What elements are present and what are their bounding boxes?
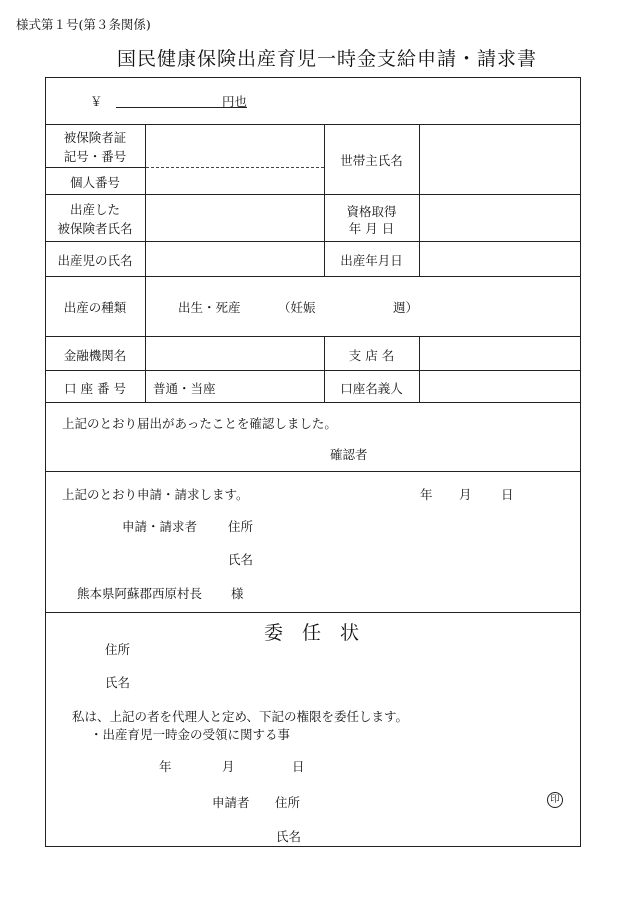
label-baby-name: 出産児の氏名 [57,253,133,268]
householder-name-field[interactable] [420,125,578,193]
label-birth-insured-1: 出産した [69,202,120,217]
label-householder-name: 世帯主氏名 [340,153,403,168]
row-divider [45,370,580,371]
branch-name-field[interactable] [420,337,578,369]
insured-card-field[interactable] [146,125,323,166]
proxy-day: 日 [292,759,305,774]
form-title: 国民健康保険出産育児一時金支給申請・請求書 [117,48,538,70]
proxy-title: 委 任 状 [264,622,360,644]
label-qualification-2: 年 月 日 [348,221,395,236]
amount-unit: 円也 [222,94,248,109]
addressee-sama: 様 [231,586,244,601]
form-number: 様式第１号(第３条関係) [16,17,151,32]
proxy-item: ・出産育児一時金の受領に関する事 [90,727,291,742]
row-divider [45,167,145,168]
label-birth-type: 出産の種類 [63,300,127,315]
applicant-address-field[interactable] [262,514,562,534]
label-insured-card-2: 記号・番号 [63,149,127,164]
apply-day: 日 [501,487,514,502]
proxy-name-label: 氏名 [105,675,131,690]
proxy-name-field[interactable] [140,670,560,690]
birth-date-field[interactable] [420,242,578,275]
label-birth-date: 出産年月日 [340,253,403,268]
qualification-date-field[interactable] [420,195,578,240]
applicant-label: 申請・請求者 [122,519,198,534]
proxy-applicant-name-field[interactable] [310,824,535,842]
apply-month: 月 [459,487,472,502]
proxy-statement: 私は、上記の者を代理人と定め、下記の権限を委任します。 [72,709,409,724]
label-personal-number: 個人番号 [69,175,120,190]
apply-year: 年 [420,487,433,502]
pregnancy-weeks: 週） [393,300,419,315]
proxy-address-field[interactable] [140,637,560,657]
applicant-address-label: 住所 [228,519,254,534]
proxy-applicant-address-field[interactable] [310,790,535,810]
proxy-applicant-name-label: 氏名 [276,829,302,844]
proxy-applicant-label: 申請者 [212,795,250,810]
personal-number-field[interactable] [146,168,323,193]
label-bank-name: 金融機関名 [63,348,127,363]
account-holder-field[interactable] [420,372,578,400]
birth-insured-name-field[interactable] [146,195,323,240]
pregnancy-weeks-field[interactable] [318,296,388,314]
proxy-year: 年 [159,759,172,774]
applicant-name-label: 氏名 [228,552,254,567]
row-divider [45,612,580,613]
seal-mark-icon: 印 [547,792,563,808]
row-divider [45,471,580,472]
proxy-address-label: 住所 [105,642,131,657]
proxy-applicant-address-label: 住所 [275,795,301,810]
label-branch-name: 支 店 名 [348,348,395,363]
addressee: 熊本県阿蘇郡西原村長 [77,586,203,601]
account-number-field[interactable] [225,372,323,400]
bank-name-field[interactable] [146,337,323,369]
confirmer-label: 確認者 [330,447,368,462]
confirm-text: 上記のとおり届出があったことを確認しました。 [62,416,337,431]
proxy-month: 月 [222,759,235,774]
amount-field[interactable] [116,90,206,107]
account-type-options[interactable]: 普通・当座 [153,381,216,396]
confirmer-field[interactable] [375,442,565,462]
label-account-holder: 口座名義人 [340,381,403,396]
baby-name-field[interactable] [146,242,323,275]
pregnancy-open: （妊娠 [278,300,316,315]
label-qualification-1: 資格取得 [346,204,397,219]
yen-mark: ￥ [90,94,103,109]
applicant-name-field[interactable] [262,547,562,567]
label-account-number: 口 座 番 号 [64,381,126,396]
row-divider [45,276,580,277]
apply-text: 上記のとおり申請・請求します。 [62,487,249,502]
label-birth-insured-2: 被保険者氏名 [57,221,133,236]
row-divider [45,402,580,403]
label-insured-card-1: 被保険者証 [63,130,127,145]
birth-type-options[interactable]: 出生・死産 [178,300,241,315]
